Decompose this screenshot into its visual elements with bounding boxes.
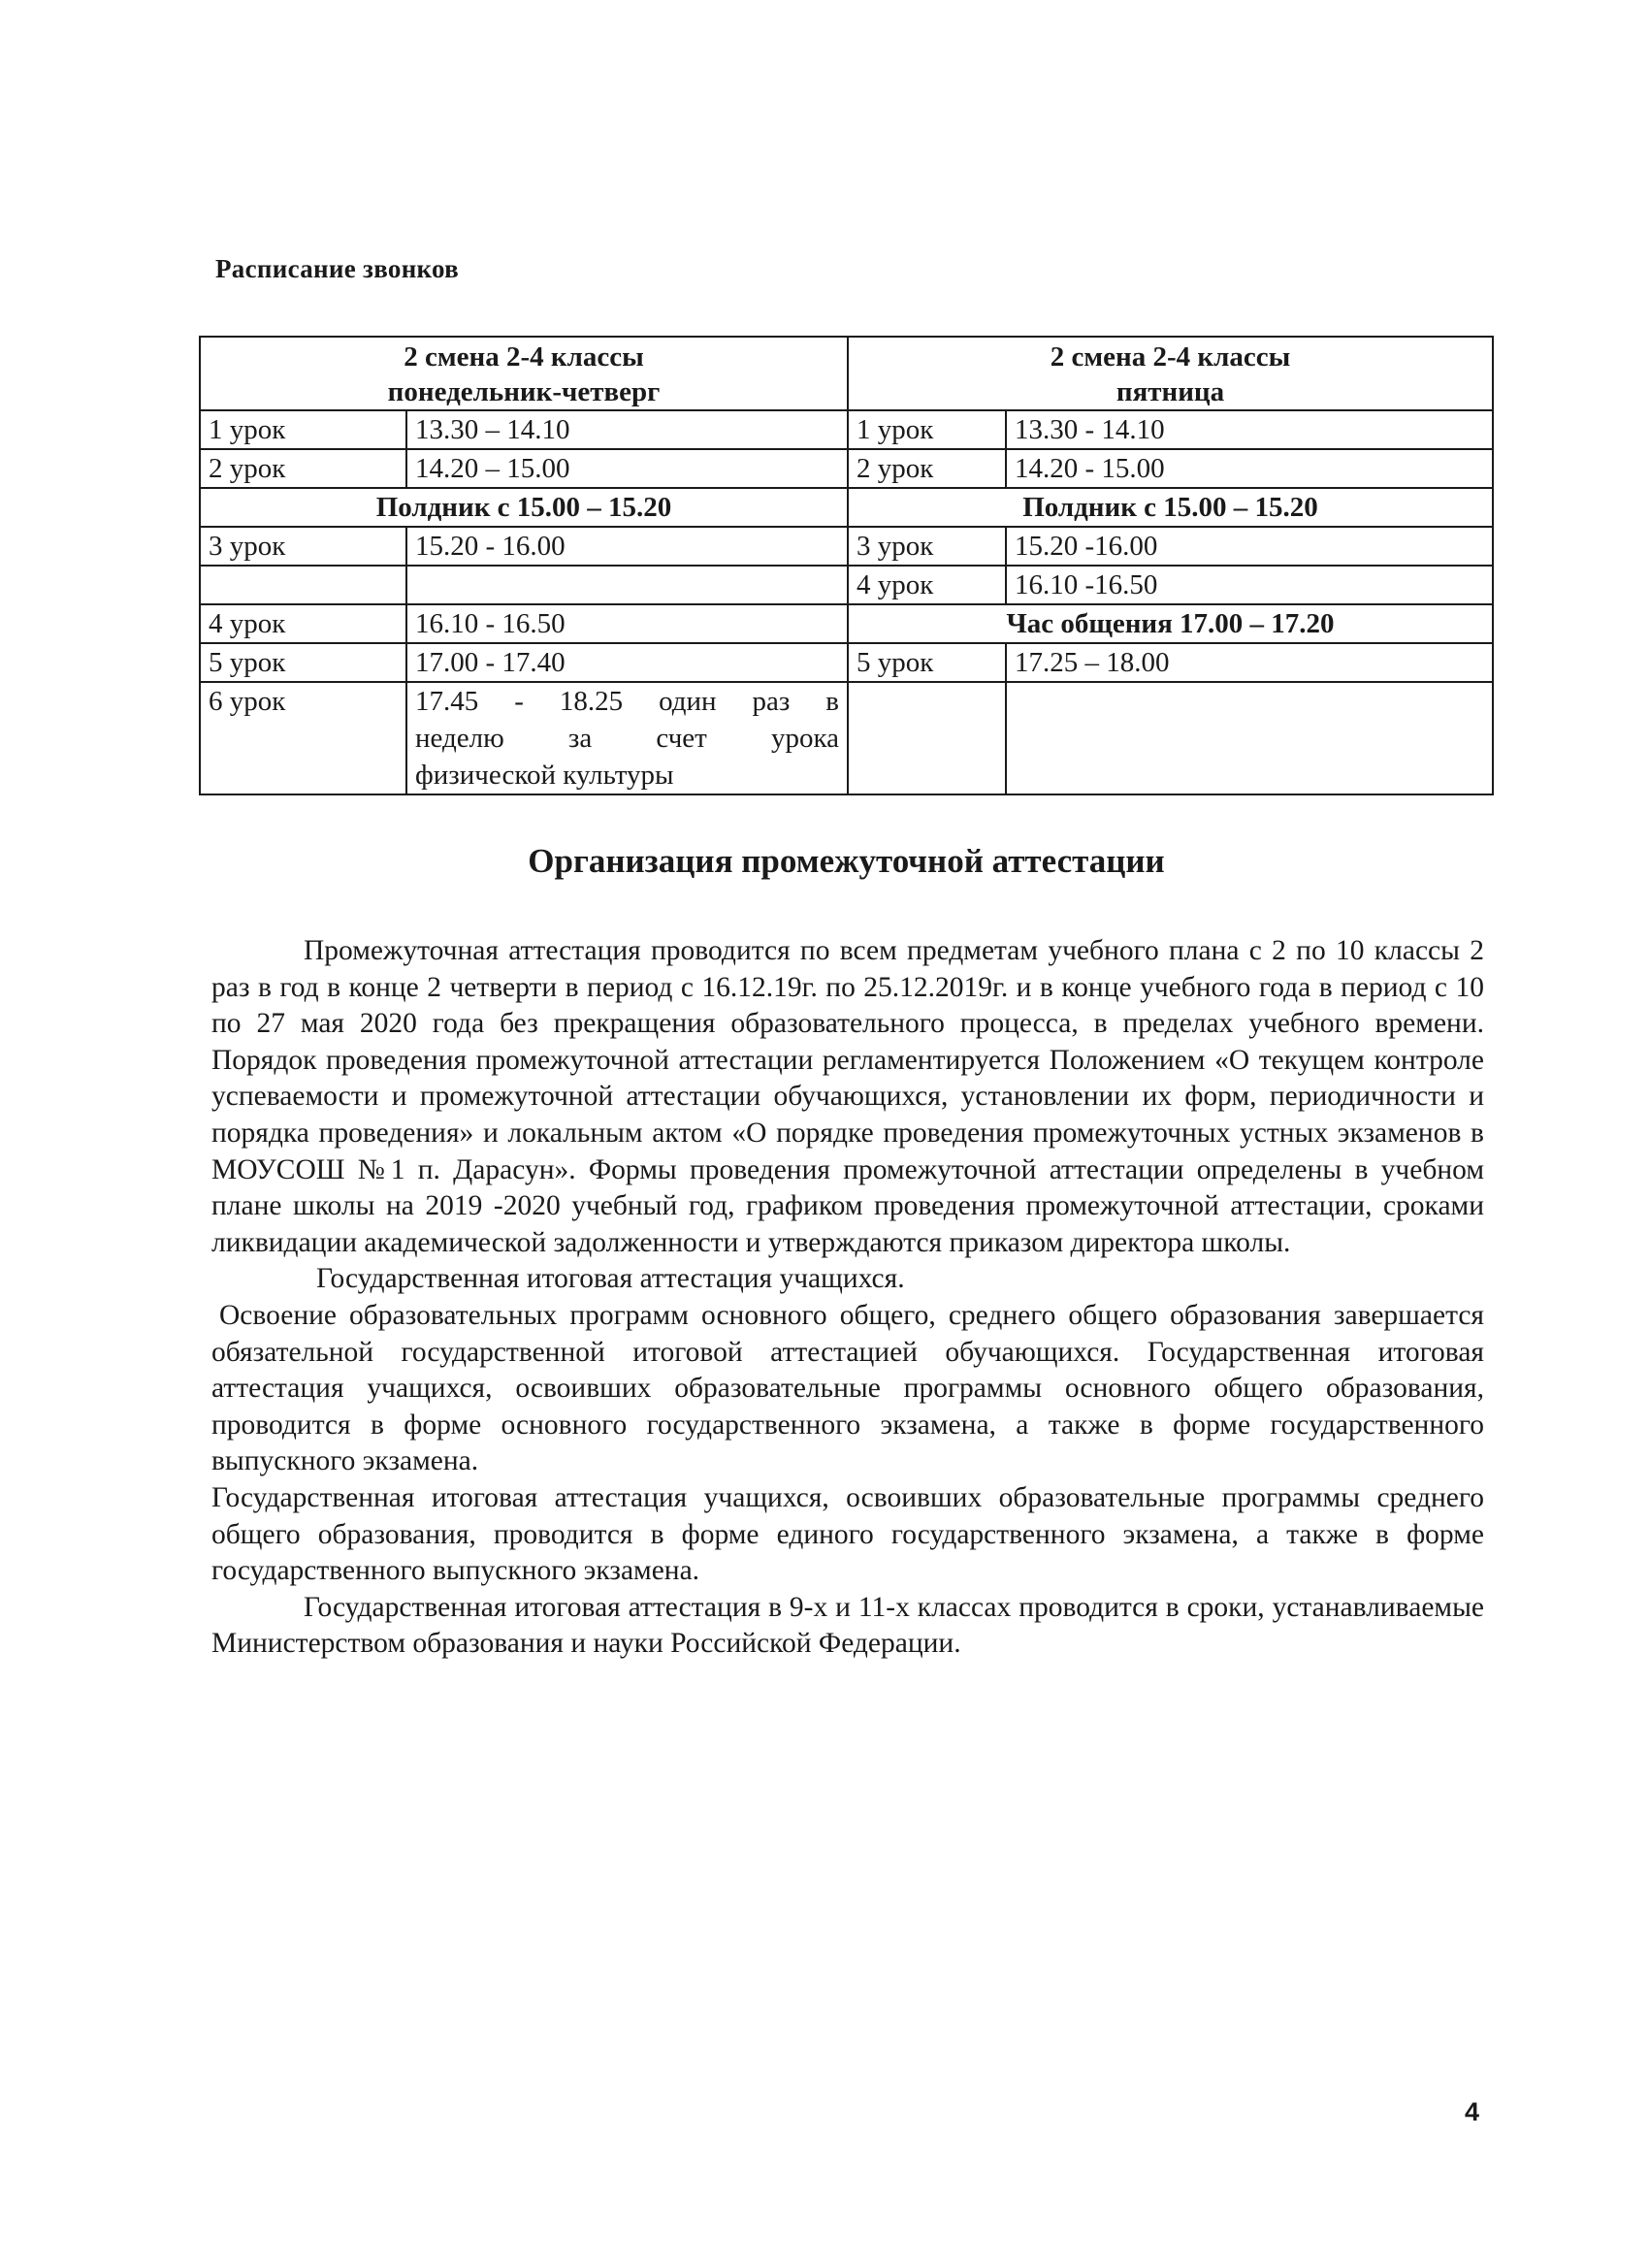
lesson-cell xyxy=(848,682,1006,794)
bell-schedule-table xyxy=(199,336,1494,795)
lesson-cell: 1 урок xyxy=(200,410,406,449)
time-cell: 17.25 – 18.00 xyxy=(1006,643,1493,682)
lesson-cell: 5 урок xyxy=(848,643,1006,682)
lesson-cell: 3 урок xyxy=(848,527,1006,566)
table-row xyxy=(200,643,1493,682)
paragraph: Промежуточная аттестация проводится по всем предметам учебного плана с 2 по 10 классы 2 раз в год в конце 2 четверти в период с 16.12.19г. по 25.12.2019г. и в конце учебного года в период с 10 по 27 мая 2020 года без прекращения образовательного процесса, в пределах учебного времени. Порядок проведения промежуточной аттестации регламентируется Положением «О текущем контроле успеваемости и промежуточной аттестации обучающихся, установлении их форм, периодичности и порядка проведения» и локальным актом «О порядке проведения промежуточных устных экзаменов в МОУСОШ №1 п. Дарасун». Формы проведения промежуточной аттестации определены в учебном плане школы на 2019 -2020 учебный год, графиком проведения промежуточной аттестации, сроками ликвидации академической задолженности и утверждаются приказом директора школы. xyxy=(211,935,1484,1258)
time-cell: 16.10 - 16.50 xyxy=(406,604,848,643)
snack-break-cell: Полдник с 15.00 – 15.20 xyxy=(200,488,848,527)
lesson-cell: 2 урок xyxy=(848,449,1006,488)
time-cell: 13.30 – 14.10 xyxy=(406,410,848,449)
table-row xyxy=(200,488,1493,527)
time-cell-line: 17.45 - 18.25 один раз в xyxy=(415,686,839,717)
right-header-cell xyxy=(848,337,1493,410)
snack-break-cell: Полдник с 15.00 – 15.20 xyxy=(848,488,1493,527)
time-cell: 13.30 - 14.10 xyxy=(1006,410,1493,449)
time-cell: 15.20 -16.00 xyxy=(1006,527,1493,566)
lesson-cell: 6 урок xyxy=(200,682,406,794)
time-cell: 15.20 - 16.00 xyxy=(406,527,848,566)
time-cell: 14.20 - 15.00 xyxy=(1006,449,1493,488)
time-cell xyxy=(406,566,848,604)
table-row xyxy=(200,527,1493,566)
paragraph: Государственная итоговая аттестация в 9-х и 11-х классах проводится в сроки, устанавливаемые Министерством образования и науки Российской Федерации. xyxy=(211,1591,1484,1660)
table-header-row xyxy=(200,337,1493,410)
time-cell: 14.20 – 15.00 xyxy=(406,449,848,488)
time-cell-line: физической культуры xyxy=(415,760,674,791)
left-header-line1: 2 смена 2-4 классы xyxy=(404,341,644,373)
table-row xyxy=(200,566,1493,604)
table-row xyxy=(200,449,1493,488)
lesson-cell: 1 урок xyxy=(848,410,1006,449)
lesson-cell: 4 урок xyxy=(200,604,406,643)
time-cell-line: неделю за счет урока xyxy=(415,723,839,754)
time-cell xyxy=(1006,682,1493,794)
table-row xyxy=(200,682,1493,794)
lesson-cell: 2 урок xyxy=(200,449,406,488)
right-header-line2: пятница xyxy=(1116,376,1225,407)
lesson-cell xyxy=(200,566,406,604)
paragraph: Освоение образовательных программ основного общего, среднего общего образования завершается обязательной государственной итоговой аттестацией обучающихся. Государственная итоговая аттестация учащихся, освоивших образовательные программы основного общего образования, проводится в форме основного государственного экзамена, а также в форме государственного выпускного экзамена. xyxy=(211,1299,1484,1477)
paragraph-heading: Государственная итоговая аттестация учащихся. xyxy=(316,1263,905,1295)
left-header-line2: понедельник-четверг xyxy=(387,376,661,407)
schedule-title: Расписание звонков xyxy=(215,254,460,283)
left-header-cell xyxy=(200,337,848,410)
table-row xyxy=(200,604,1493,643)
time-cell: 16.10 -16.50 xyxy=(1006,566,1493,604)
lesson-cell: 5 урок xyxy=(200,643,406,682)
communication-hour-cell: Час общения 17.00 – 17.20 xyxy=(848,604,1493,643)
attestation-body xyxy=(211,933,1484,1663)
page-number: 4 xyxy=(1465,2097,1480,2126)
attestation-heading: Организация промежуточной аттестации xyxy=(528,842,1165,880)
time-cell xyxy=(406,682,848,794)
right-header-line1: 2 смена 2-4 классы xyxy=(1050,341,1291,373)
time-cell: 17.00 - 17.40 xyxy=(406,643,848,682)
table-row xyxy=(200,410,1493,449)
lesson-cell: 3 урок xyxy=(200,527,406,566)
lesson-cell: 4 урок xyxy=(848,566,1006,604)
paragraph: Государственная итоговая аттестация учащихся, освоивших образовательные программы среднего общего образования, проводится в форме единого государственного экзамена, а также в форме государственного выпускного экзамена. xyxy=(211,1481,1484,1587)
